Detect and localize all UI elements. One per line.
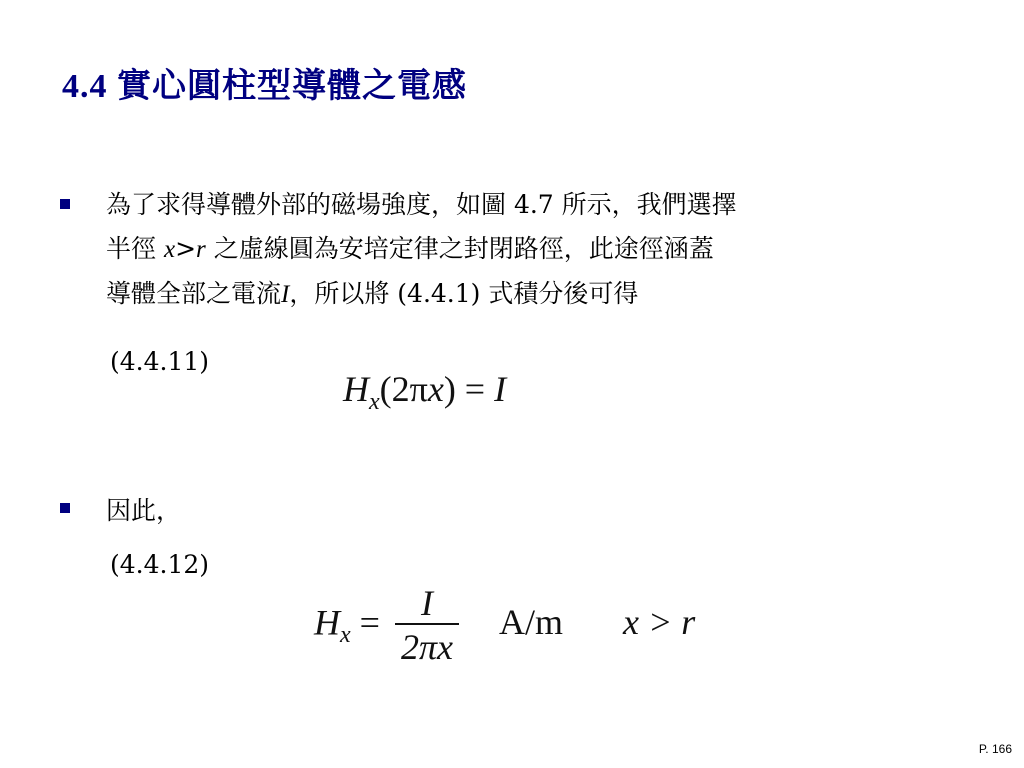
equation-number-1: (4.4.11) xyxy=(110,347,210,376)
equation-1 xyxy=(343,368,507,415)
eq1-open: (2π xyxy=(379,369,428,409)
paragraph-1-line-1: 為了求得導體外部的磁場強度，如圖 4.7 所示，我們選擇 xyxy=(106,190,737,219)
eq2-equals: = xyxy=(350,602,389,643)
line2-suffix: 之虛線圓為安培定律之封閉路徑，此途徑涵蓋 xyxy=(205,234,714,263)
line3-prefix: 導體全部之電流 xyxy=(106,279,282,308)
eq2-denominator: 2πx xyxy=(400,627,453,667)
eq1-close: ) = xyxy=(443,369,495,409)
eq2-subscript: x xyxy=(340,622,351,649)
eq1-H: H xyxy=(343,369,369,409)
eq2-condition: x > r xyxy=(623,602,696,643)
line2-prefix: 半徑 xyxy=(106,234,164,263)
eq1-rhs: I xyxy=(494,369,507,409)
page-number: P. 166 xyxy=(978,742,1012,756)
eq1-subscript: x xyxy=(369,389,380,415)
paragraph-1-line-2 xyxy=(106,227,1006,272)
eq2-fraction xyxy=(395,583,459,669)
eq2-numerator: I xyxy=(395,583,459,625)
line3-suffix: ，所以將 (4.4.1) 式積分後可得 xyxy=(289,279,639,308)
equation-2 xyxy=(314,583,695,669)
bullet-1 xyxy=(60,199,70,209)
eq1-x: x xyxy=(427,369,444,409)
paragraph-2: 因此， xyxy=(106,496,182,525)
equation-number-2: (4.4.12) xyxy=(110,550,210,579)
var-x: x xyxy=(163,236,176,263)
paragraph-1-line-3 xyxy=(106,272,1006,317)
gt-sign: > xyxy=(175,234,197,263)
bullet-2 xyxy=(60,503,70,513)
var-I: I xyxy=(281,281,290,308)
slide-title: 4.4 實心圓柱型導體之電感 xyxy=(62,68,467,105)
eq2-H: H xyxy=(314,602,340,643)
eq2-unit: A/m xyxy=(498,602,563,643)
paragraph-1 xyxy=(106,183,1006,317)
var-r: r xyxy=(196,236,206,263)
